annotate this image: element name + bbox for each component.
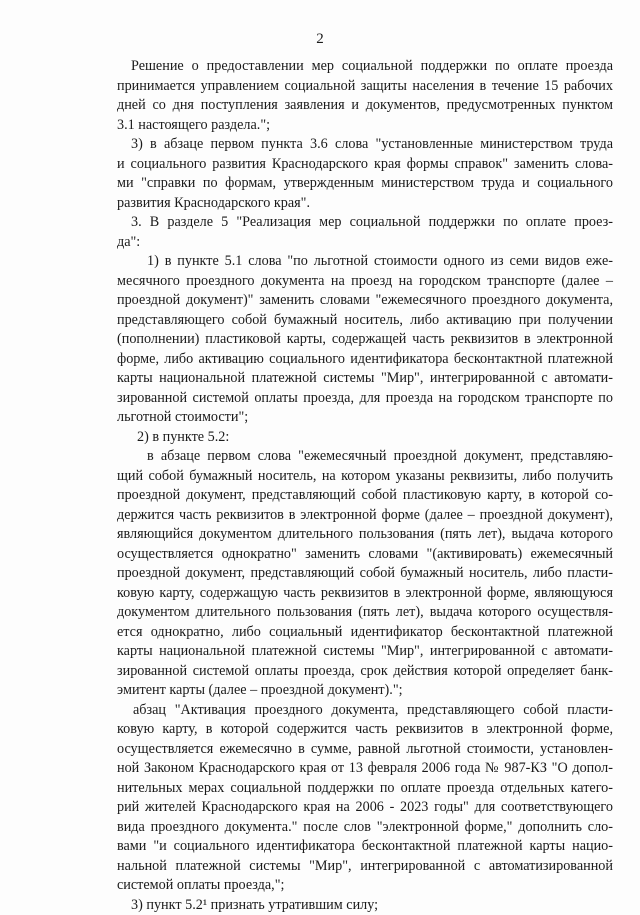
text-line: 3. В разделе 5 "Реализация мер социальной поддержки по оплате проез- [117, 213, 613, 233]
text-line: нительных мерах социальной поддержки по оплате проезда отдельных катего- [117, 779, 613, 799]
text-line: Решение о предоставлении мер социальной поддержки по оплате проезда [117, 57, 613, 77]
text-line: эмитент карты (далее – проездной документ)."; [117, 681, 613, 701]
text-line: развития Краснодарского края". [117, 194, 613, 214]
text-line: да": [117, 233, 613, 253]
text-line: 2) в пункте 5.2: [117, 428, 613, 448]
text-line: льготной стоимости"; [117, 408, 613, 428]
text-line: проездной документ, представляющий собой бумажный носитель, либо пласти- [117, 564, 613, 584]
text-line: карты национальной платежной системы "Мир", интегрированной с автомати- [117, 369, 613, 389]
text-line: принимается управлением социальной защиты населения в течение 15 рабочих [117, 77, 613, 97]
text-line: месячного проездного документа на проезд на городском транспорте (далее – [117, 272, 613, 292]
text-line: осуществляется однократно" заменить словами "(активировать) ежемесячный [117, 545, 613, 565]
text-line: держится часть реквизитов в электронной форме (далее – проездной документ), [117, 506, 613, 526]
text-line: проездной документ)" заменить словами "ежемесячного проездного документа, [117, 291, 613, 311]
text-line: форме, либо активацию социального идентификатора бесконтактной платежной [117, 350, 613, 370]
text-line: зированной системой оплаты проезда, для проезда на городском транспорте по [117, 389, 613, 409]
text-line: вами "и социального идентификатора бесконтактной платежной карты нацио- [117, 837, 613, 857]
text-line: 3) в абзаце первом пункта 3.6 слова "установленные министерством труда [117, 135, 613, 155]
text-line: вида проездного документа." после слов "электронной форме," дополнить сло- [117, 818, 613, 838]
text-line: 1) в пункте 5.1 слова "по льготной стоимости одного из семи видов ежe- [117, 252, 613, 272]
text-line: представляющего собой бумажный носитель, либо активацию при получении [117, 311, 613, 331]
text-line: и социального развития Краснодарского края формы справок" заменить слова- [117, 155, 613, 175]
text-line: 3) пункт 5.2¹ признать утратившим силу; [117, 896, 613, 915]
text-line: проездной документ, представляющий собой пластиковую карту, в которой со- [117, 486, 613, 506]
text-line: зированной системой оплаты проезда, срок действия которой определяет банк- [117, 662, 613, 682]
text-line: 3.1 настоящего раздела."; [117, 116, 613, 136]
text-line: системой оплаты проезда,"; [117, 876, 613, 896]
text-line: осуществляется ежемесячно в сумме, равной льготной стоимости, установлен- [117, 740, 613, 760]
text-line: щий собой бумажный носитель, на котором указаны реквизиты, либо получить [117, 467, 613, 487]
text-line: карты национальной платежной системы "Мир", интегрированной с автомати- [117, 642, 613, 662]
text-line: рий жителей Краснодарского края на 2006 - 2023 годы" для соответствующего [117, 798, 613, 818]
text-line: абзац "Активация проездного документа, представляющего собой пласти- [117, 701, 613, 721]
text-line: дней со дня поступления заявления и документов, предусмотренных пунктом [117, 96, 613, 116]
text-line: документом длительного пользования (пять лет), выдача которого осуществля- [117, 603, 613, 623]
text-line: ной Законом Краснодарского края от 13 февраля 2006 года № 987-КЗ "О допол- [117, 759, 613, 779]
text-line: ми "справки по формам, утвержденным министерством труда и социального [117, 174, 613, 194]
text-line: ковую карту, содержащую часть реквизитов в электронной форме, являющуюся [117, 584, 613, 604]
text-line: ковую карту, в которой содержится часть реквизитов в электронной форме, [117, 720, 613, 740]
page-number: 2 [0, 31, 640, 48]
document-body [117, 57, 613, 915]
text-line: нальной платежной системы "Мир", интегрированной с автоматизированной [117, 857, 613, 877]
text-line: являющийся документом длительного пользования (пять лет), выдача которого [117, 525, 613, 545]
text-line: (пополнении) пластиковой карты, содержащей часть реквизитов в электронной [117, 330, 613, 350]
text-line: в абзаце первом слова "ежемесячный проездной документ, представляю- [117, 447, 613, 467]
text-line: ется однократно, либо социальный идентификатор бесконтактной платежной [117, 623, 613, 643]
